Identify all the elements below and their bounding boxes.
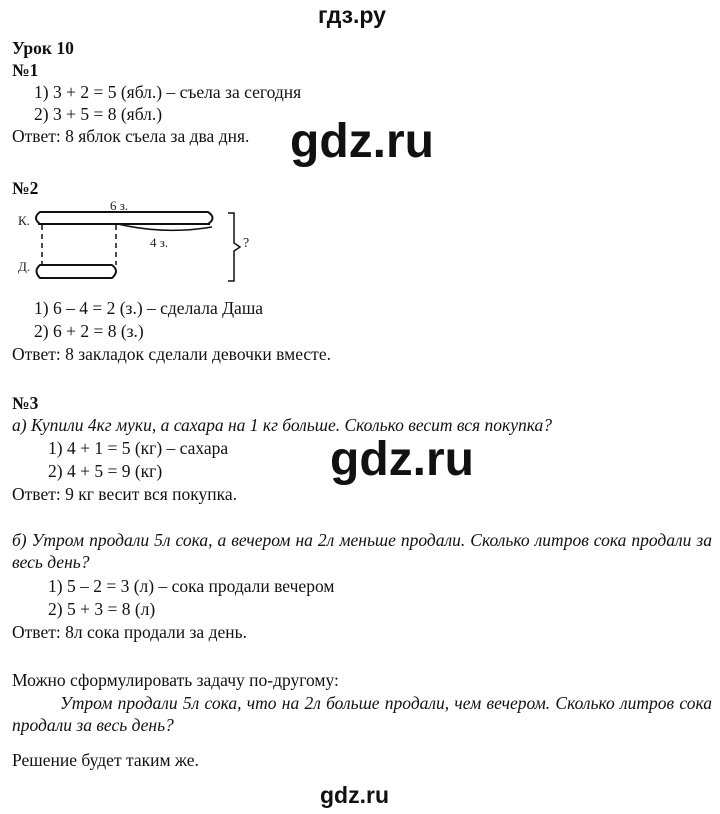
diagram-label-k: К.	[18, 213, 30, 228]
task3a-answer: Ответ: 9 кг весит вся покупка.	[12, 484, 238, 504]
dasha-segment	[37, 265, 117, 278]
task2-answer: Ответ: 8 закладок сделали девочки вместе.	[12, 344, 331, 364]
diagram-label-top: 6 з.	[110, 198, 129, 213]
task2-step-1: 1) 6 – 4 = 2 (з.) – сделала Даша	[34, 298, 264, 318]
lesson-title: Урок 10	[12, 38, 74, 58]
watermark-2: gdz.ru	[330, 433, 474, 486]
task3-number: №3	[12, 393, 39, 413]
task3a-question: а) Купили 4кг муки, а сахара на 1 кг больше. Сколько весит вся покупка?	[12, 415, 552, 435]
task3b-question: б) Утром продали 5л сока, а вечером на 2л меньше продали. Сколько литров сока продали за весь день?	[12, 530, 712, 572]
task2-step-2: 2) 6 + 2 = 8 (з.)	[34, 321, 144, 341]
diagram-question: ?	[243, 236, 250, 251]
diagram-label-right: 4 з.	[150, 235, 169, 250]
conclusion: Решение будет таким же.	[12, 750, 199, 770]
task3a-step-2: 2) 4 + 5 = 9 (кг)	[48, 461, 163, 481]
task2-number: №2	[12, 178, 39, 198]
reformulated-problem: Утром продали 5л сока, что на 2л больше продали, чем вечером. Сколько литров сока продали за весь день?	[12, 693, 712, 735]
task3b-step-2: 2) 5 + 3 = 8 (л)	[48, 599, 156, 619]
katya-segment	[36, 212, 213, 224]
bookmark-diagram	[0, 195, 300, 295]
diagram-label-d: Д.	[18, 259, 31, 274]
reformulate-intro: Можно сформулировать задачу по-другому:	[12, 670, 339, 690]
task3b-step-1: 1) 5 – 2 = 3 (л) – сока продали вечером	[48, 576, 335, 596]
task3b-answer: Ответ: 8л сока продали за день.	[12, 622, 247, 642]
task1-step-2: 2) 3 + 5 = 8 (ябл.)	[34, 104, 163, 124]
task1-answer: Ответ: 8 яблок съела за два дня.	[12, 126, 250, 146]
total-brace	[228, 213, 240, 281]
footer-watermark: gdz.ru	[320, 782, 389, 808]
watermark-1: gdz.ru	[290, 115, 434, 168]
task1-number: №1	[12, 60, 39, 80]
task1-step-1: 1) 3 + 2 = 5 (ябл.) – съела за сегодня	[34, 82, 302, 102]
site-header: гдз.ру	[318, 2, 386, 28]
task3a-step-1: 1) 4 + 1 = 5 (кг) – сахара	[48, 438, 229, 458]
